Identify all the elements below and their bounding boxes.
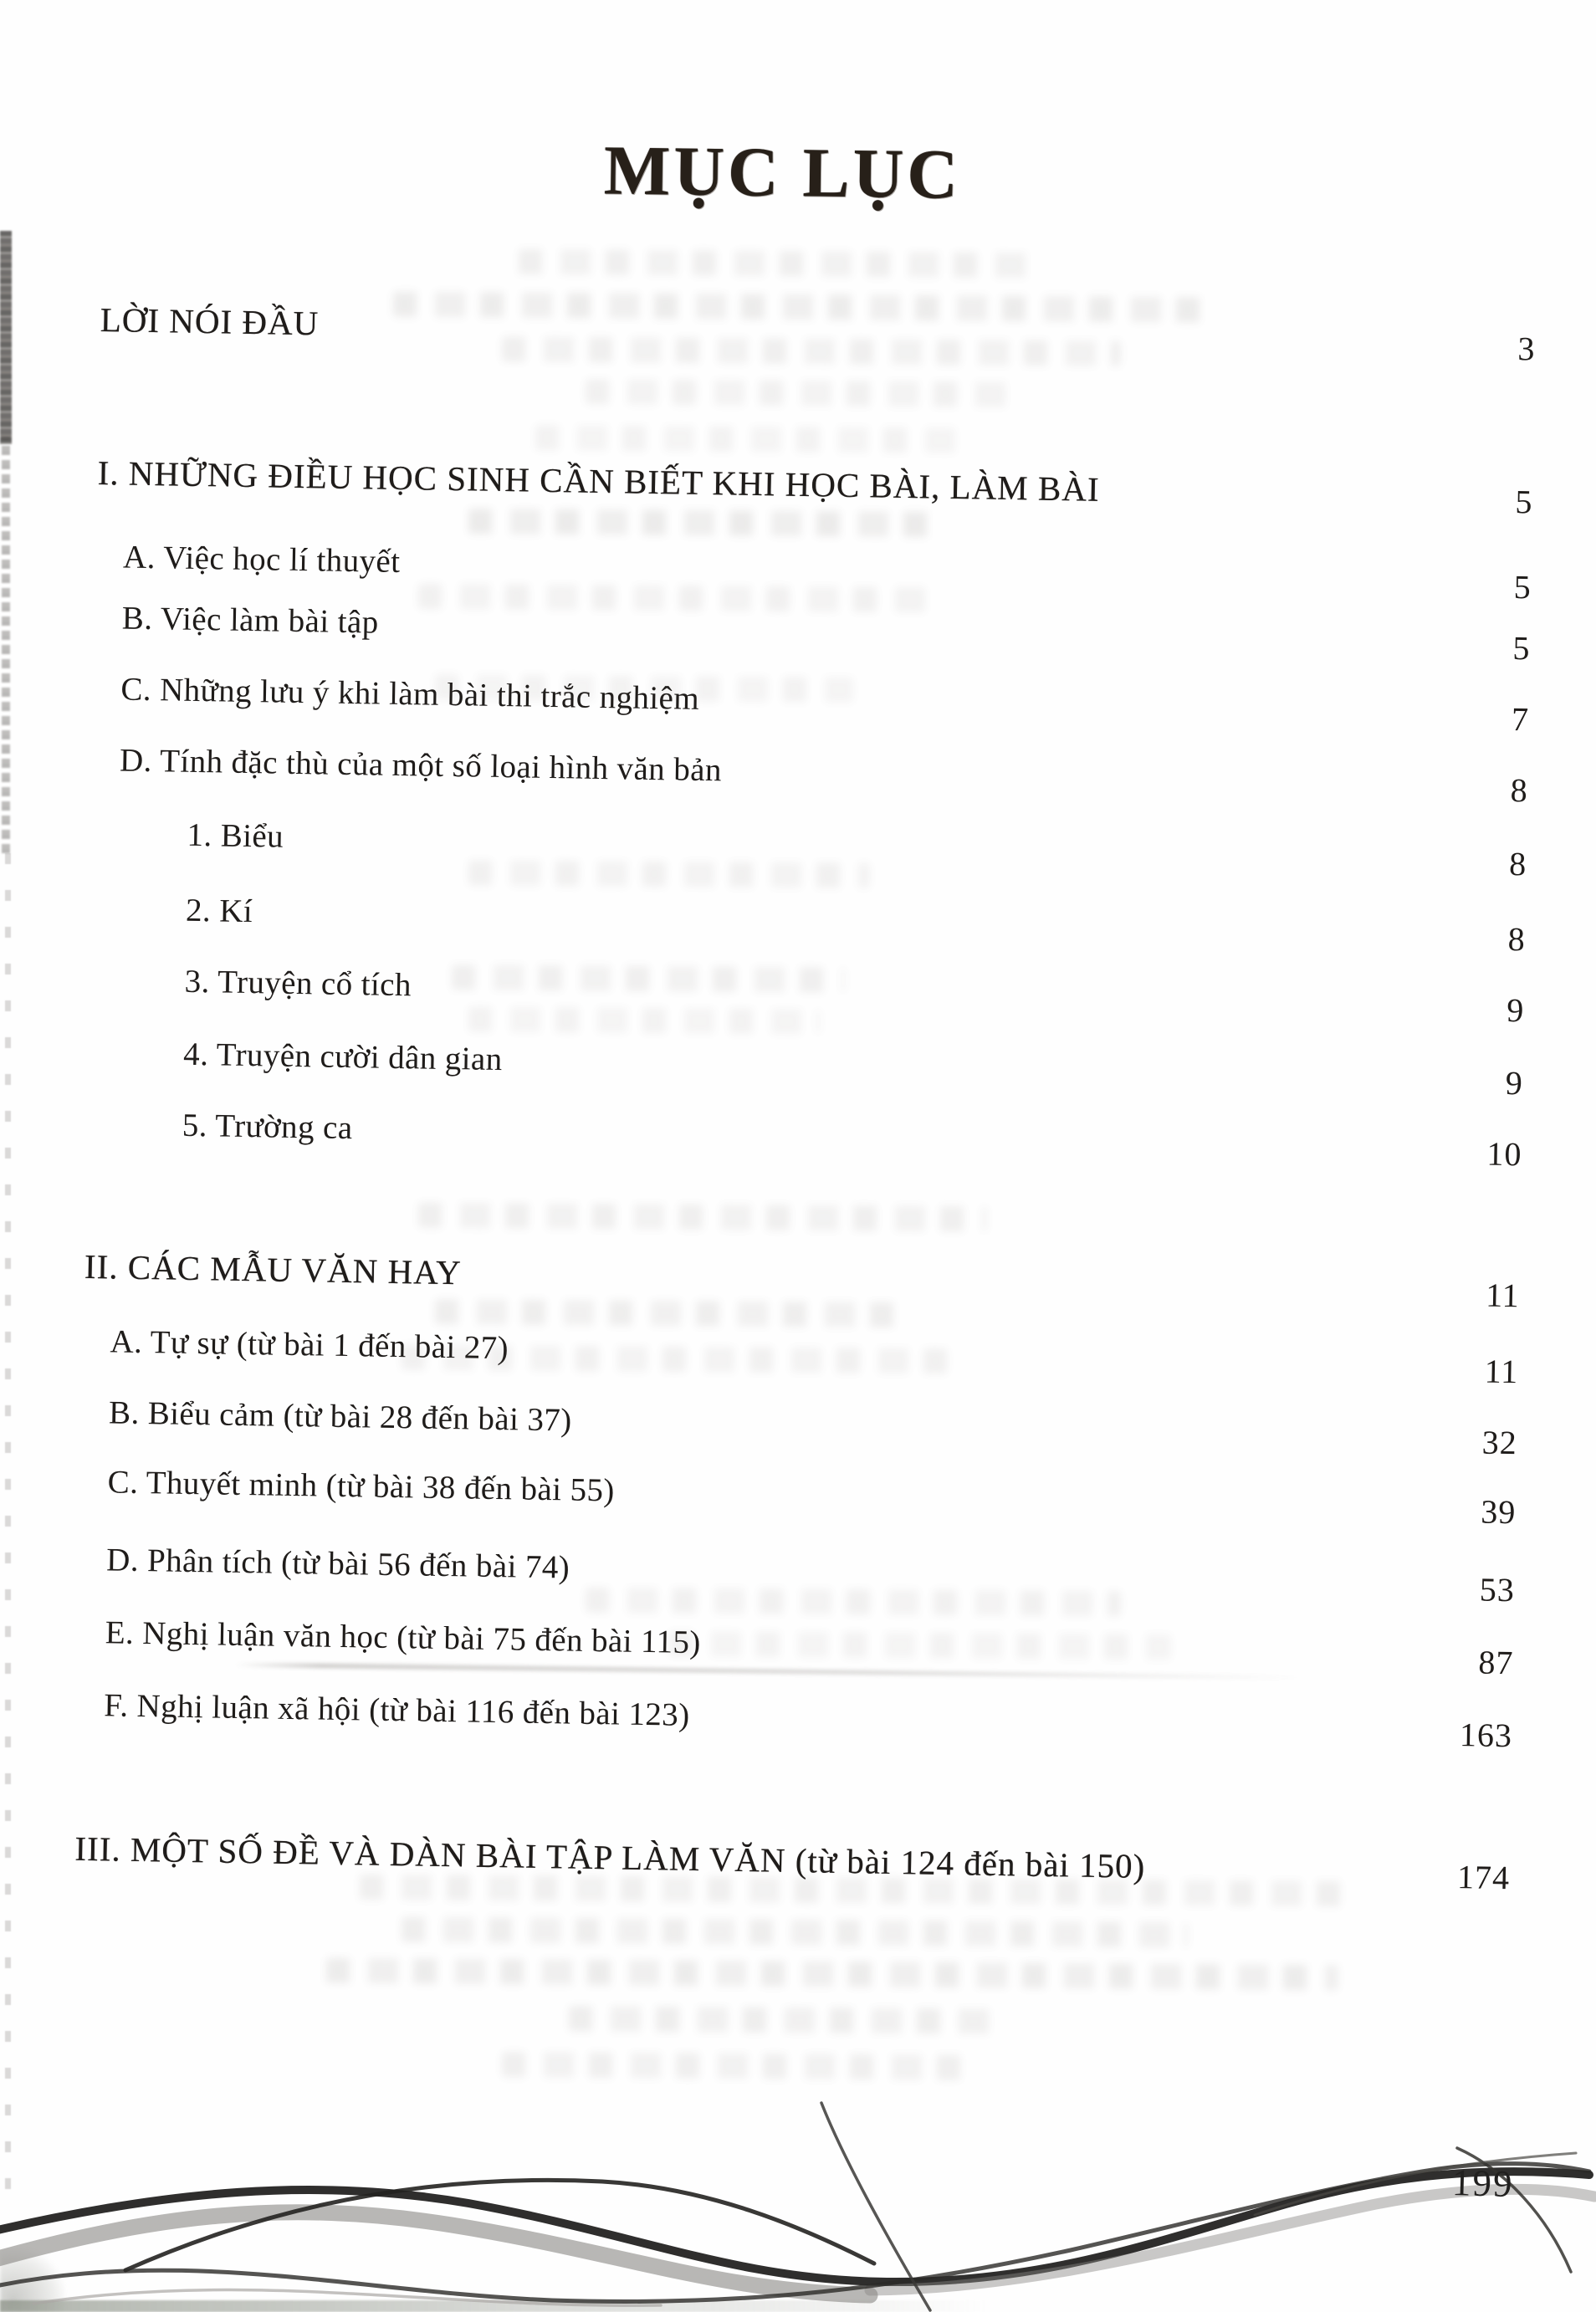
toc-entry <box>71 1541 1516 1611</box>
toc-entry-page-number: 8 <box>1510 771 1529 810</box>
toc-entry-label: F. Nghị luận xã hội (từ bài 116 đến bài 123) <box>103 1687 690 1733</box>
toc-entry <box>74 1394 1518 1464</box>
toc-entry-label: B. Việc làm bài tập <box>121 600 379 641</box>
toc-entry-label: 3. Truyện cổ tích <box>184 963 412 1004</box>
toc-entry-page-number: 39 <box>1481 1492 1517 1532</box>
toc-entry <box>74 1322 1519 1393</box>
toc-entry-page-number: 5 <box>1515 483 1533 521</box>
toc-entry <box>91 299 1536 370</box>
toc-entry <box>72 1463 1517 1533</box>
toc-entry-label: D. Phân tích (từ bài 56 đến bài 74) <box>105 1542 570 1586</box>
toc-entry-label: I. NHỮNG ĐIỀU HỌC SINH CẦN BIẾT KHI HỌC BÀI, LÀM BÀI <box>97 453 1100 509</box>
toc-entry-label: E. Nghị luận văn học (từ bài 75 đến bài 115) <box>105 1614 702 1661</box>
toc-entry-page-number: 8 <box>1507 920 1527 959</box>
toc-entry <box>85 670 1530 740</box>
toc-entry <box>82 890 1527 960</box>
toc-entry-page-number: 163 <box>1459 1716 1513 1755</box>
toc-entry-page-number: 10 <box>1486 1134 1522 1174</box>
toc-entry-page-number: 5 <box>1512 629 1531 668</box>
toc-entry <box>83 815 1527 885</box>
toc-entry-label: A. Việc học lí thuyết <box>122 539 401 580</box>
toc-entry-label: C. Thuyết minh (từ bài 38 đến bài 55) <box>107 1464 616 1509</box>
toc-entry-page-number: 174 <box>1456 1858 1511 1897</box>
toc-entry-page-number: 9 <box>1506 990 1525 1030</box>
toc-entry <box>89 453 1533 523</box>
toc-entry <box>86 599 1531 669</box>
toc-entry-page-number: 32 <box>1481 1423 1518 1462</box>
table-of-contents <box>59 0 1541 2312</box>
toc-entry-page-number: 53 <box>1479 1570 1516 1609</box>
toc-entry-label: 2. Kí <box>185 892 253 930</box>
toc-entry-label: B. Biểu cảm (từ bài 28 đến bài 37) <box>108 1394 572 1439</box>
toc-entry-page-number: 3 <box>1517 330 1536 368</box>
toc-entry <box>69 1686 1513 1757</box>
toc-entry-label: 1. Biểu <box>187 816 284 855</box>
toc-entry-page-number: 7 <box>1511 700 1530 739</box>
toc-entry-label: C. Những lưu ý khi làm bài thi trắc nghiệm <box>120 671 700 717</box>
toc-entry <box>88 538 1532 608</box>
toc-entry-label: A. Tự sự (từ bài 1 đến bài 27) <box>110 1323 509 1367</box>
toc-entry-page-number: 87 <box>1478 1643 1514 1682</box>
toc-entry <box>80 961 1525 1031</box>
toc-entry-label: D. Tính đặc thù của một số loại hình văn bản <box>119 742 723 789</box>
toc-entry <box>79 1034 1524 1104</box>
toc-entry-label: 4. Truyện cười dân gian <box>182 1036 503 1078</box>
folio-page-number: 199 <box>1451 2161 1515 2206</box>
toc-entry <box>78 1105 1522 1175</box>
toc-entry-label: II. CÁC MẪU VĂN HAY <box>84 1246 463 1292</box>
toc-entry-label: III. MỘT SỐ ĐỀ VÀ DÀN BÀI TẬP LÀM VĂN (từ bài 124 đến bài 150) <box>74 1829 1146 1885</box>
toc-entry-label: 5. Trường ca <box>182 1107 353 1147</box>
toc-entry <box>66 1829 1511 1899</box>
toc-entry <box>76 1246 1521 1317</box>
scan-edge-artifact <box>0 231 12 444</box>
decorative-swoosh <box>0 2091 1596 2312</box>
page-title: MỤC LỤC <box>603 131 962 214</box>
scan-edge-artifact <box>2 437 10 855</box>
toc-entry-page-number: 5 <box>1513 568 1532 606</box>
toc-entry-page-number: 8 <box>1508 845 1527 883</box>
toc-entry-page-number: 9 <box>1505 1063 1524 1102</box>
toc-entry <box>84 741 1529 811</box>
scan-edge-artifact <box>5 853 11 2192</box>
toc-entry-page-number: 11 <box>1485 1276 1521 1315</box>
toc-entry-page-number: 11 <box>1484 1352 1519 1391</box>
toc-entry-label: LỜI NÓI ĐẦU <box>100 300 320 343</box>
